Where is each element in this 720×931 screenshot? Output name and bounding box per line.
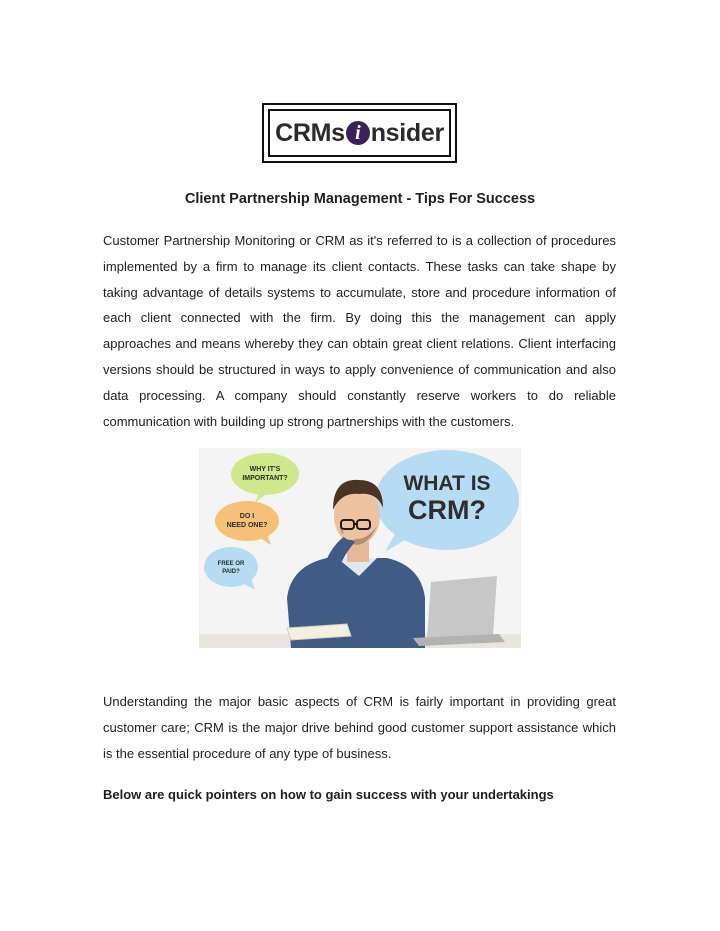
bubble-why-line1: WHY IT'S bbox=[249, 466, 281, 473]
bubble-need-line1: DO I bbox=[239, 513, 255, 520]
pointers-heading: Below are quick pointers on how to gain success with your undertakings bbox=[103, 787, 554, 802]
page-title: Client Partnership Management - Tips For Success bbox=[184, 191, 536, 207]
crm-importance-paragraph: Understanding the major basic aspects of CRM is fairly important in providing great customer care; CRM is the major drive behind good customer support assistance which is the essential procedure of any type of business. bbox=[103, 694, 616, 761]
logo-text-nsider: nsider bbox=[370, 118, 444, 147]
bubble-why-line2: IMPORTANT? bbox=[242, 475, 288, 482]
bubble-free-line2: PAID? bbox=[222, 569, 240, 575]
bubble-main-line1: WHAT IS bbox=[403, 472, 491, 495]
what-is-crm-illustration bbox=[199, 448, 521, 648]
crms-insider-logo bbox=[262, 103, 457, 163]
bubble-free-line1: FREE OR bbox=[217, 561, 245, 567]
bubble-need-line2: NEED ONE? bbox=[226, 522, 268, 529]
logo-i-icon: i bbox=[346, 121, 370, 145]
intro-paragraph: Customer Partnership Monitoring or CRM as it's referred to is a collection of procedures implemented by a firm to manage its client contacts. These tasks can take shape by taking advantage of details systems to accumulate, store and procedure information of each client connected with the firm. By doing this the management can apply approaches and means whereby they can obtain great client relations. Client interfacing versions should be structured in ways to apply convenience of communication and also data processing. A company should constantly reserve workers to do reliable communication with building up strong partnerships with the customers. bbox=[103, 233, 616, 429]
logo-text-crms: CRMs bbox=[275, 118, 345, 147]
bubble-main-line2: CRM? bbox=[408, 495, 486, 525]
